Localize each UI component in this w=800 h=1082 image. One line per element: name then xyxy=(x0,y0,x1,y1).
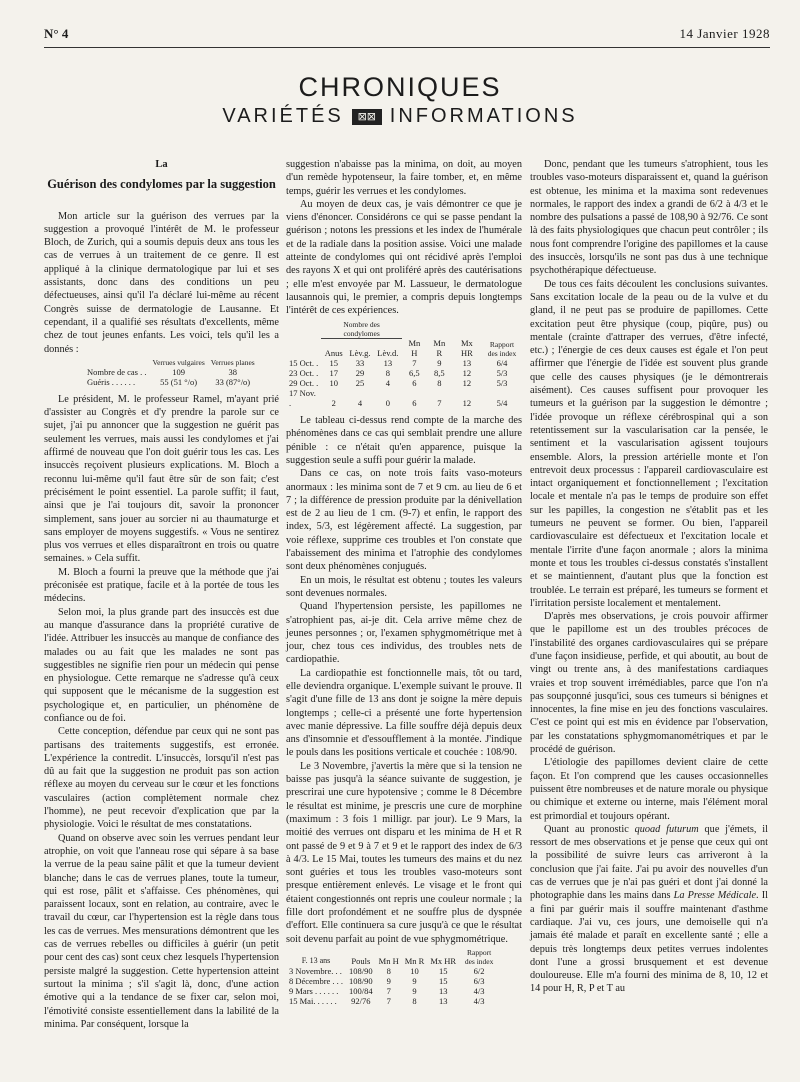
table-cell: 6 xyxy=(412,398,417,409)
table-cell: 6/2 xyxy=(473,965,485,976)
paragraph: Le 3 Novembre, j'avertis la mère que si la tension ne baisse pas jusqu'à la séance suivante de suggestion, je prescrirai une cure hypotensive ; comme le 8 Décembre le résultat est minime, je prescris une cure de morphine (maximum : 3 fois 1 milligr. par jour). Le 9 Mars, la moitié des verrues ont disparu et les minima de H et R ont passé de 9 et 9 à 7 et 9 et le rapport des index de 6/3 à 4/3. Le 15 Mai, toutes les tumeurs des mains et du nez sont guéries et tous les troubles vaso-moteurs sont presque entièrement enlevés. Le visage et le front qui étaient congestionnés ont repris une couleur normale ; la fille dort profondément et ne souffre plus de dyspnée d'effort. Elle continuera sa cure jusqu'à ce que le résultat soit devenu parfait au point de vue sphygmométrique. xyxy=(286,760,522,945)
table-row xyxy=(286,388,522,408)
table-cell: 29 Oct. . xyxy=(289,378,319,389)
table-header-row xyxy=(286,948,499,966)
table-cell: 108/90 xyxy=(349,965,373,976)
table-cell: 7 xyxy=(386,985,391,996)
table-cell: 3 Novembre. . . xyxy=(289,965,342,976)
table-cell: 7 xyxy=(386,995,391,1006)
table-cell: 6 xyxy=(412,378,417,389)
text-run: Quant au pronostic xyxy=(544,823,635,835)
table-cell: 0 xyxy=(385,398,390,409)
section-title: CHRONIQUES xyxy=(298,72,502,102)
header-rule xyxy=(44,47,770,48)
subtitle-right: INFORMATIONS xyxy=(389,105,578,127)
section-subtitle xyxy=(0,105,800,128)
paragraph: Au moyen de deux cas, je vais démontrer ce que je viens d'énoncer. Considérons ce qui se passe pendant la guérison ; notons les pressions et les index de l'humérale et de la radiale dans la position assise. Voici une malade atteinte de condylomes qui ont récidivé après l'emploi des rayons X et qui ont proliféré après des cautérisations ; elle m'est envoyée par M. Lassueur, le dermatologue lausannois qui, le premier, a compris depuis longtemps l'intérêt de ces expériences. xyxy=(286,198,522,317)
table-cell: 5/4 xyxy=(496,398,508,409)
paragraph: suggestion n'abaisse pas la minima, on doit, au moyen d'un remède hypotenseur, la faire tomber, et, en même temps, guérir les verrues et les condylomes. xyxy=(286,159,522,197)
table-cell: 9 Mars . . . . . . xyxy=(289,985,339,996)
table-cell: 5/3 xyxy=(496,378,508,389)
table-cell: 15 xyxy=(438,975,448,986)
table-header: Pouls xyxy=(351,955,371,966)
table-cell: 8,5 xyxy=(434,368,445,379)
table-header: Rapport des index xyxy=(464,947,494,966)
table-cell: 17 Nov. . xyxy=(289,388,316,409)
table-row xyxy=(286,976,499,986)
column-3 xyxy=(530,158,768,996)
table-cell: 38 xyxy=(228,366,237,377)
table-group-row xyxy=(286,320,522,339)
paragraph xyxy=(530,823,768,996)
article-title: Guérison des condylomes par la suggestion xyxy=(47,177,276,192)
ornament-icon: ⊠⊠ xyxy=(352,109,382,125)
paragraph: Quand on observe avec soin les verrues pendant leur atrophie, on voit que l'anneau rose qui sépare à sa base la verrue de la peau saine pâlit et que la tumeur devient blanche; dans le cas de verrues planes, toute la tumeur, qui est rose, pâlit et s'affaisse. Ces phénomènes, qui paraissent locaux, sont en relation, au contraire, avec le travail du cœur, car l'hypertension est la règle dans tous les cas de verrues. Mes mensurations démontrent que les cas de verrues rebelles ou difficiles à guérir (un petit pour cent des cas) sont ceux chez lesquels l'hypertension persiste malgré la suggestion. Cette hypertension atteint surtout la minima ; s'il s'agit là, donc, d'une action émotive qui a la tendance de se fixer car, selon moi, l'émotivité consiste essentiellement dans la labilité de la minima. Par conséquent, lorsque la xyxy=(44,832,279,1030)
table-cell: 33 (87°/o) xyxy=(215,376,251,387)
table-cell: 25 xyxy=(355,378,365,389)
paragraph: Selon moi, la plus grande part des insuccès est due au manque d'assurance dans la propriété curative de l'idée. Attribuer les insuccès au manque de confiance des malades ou au fait que les malades ne sont pas suggestibles ne signifie rien pour un médecin qui pense en physiologue. Cette remarque ne s'adresse qu'à ceux qui supposent que le mécanisme de la suggestion est psychologique et, en particulier, un phénomène de confiance ou de foi. xyxy=(44,606,279,724)
table-patient xyxy=(286,948,499,1006)
table-cell: 100/84 xyxy=(349,985,373,996)
table-header: Lèv.g. xyxy=(349,348,371,359)
table-cell: 9 xyxy=(437,358,442,369)
table-cell: 9 xyxy=(412,985,417,996)
issue-date: 14 Janvier 1928 xyxy=(679,26,770,41)
paragraph: La cardiopathie est fonctionnelle mais, tôt ou tard, elle deviendra organique. L'exemple suivant le prouve. Il s'agit d'une fille de 13 ans dont je soigne la mère depuis longtemps ; celle-ci a présenté une forte hypertension avec manie dépressive. La fille souffre déjà depuis deux ans d'insomnie et d'essoufflement à la montée. J'indique le pouls dans les positions verticale et couchée : 108/90. xyxy=(286,667,522,759)
table-cell: 8 Décembre . . . xyxy=(289,975,344,986)
table-cell: 13 xyxy=(383,358,393,369)
table-cell: 8 xyxy=(412,995,417,1006)
table-row xyxy=(286,986,499,996)
table-header: Mx HR xyxy=(430,955,457,966)
table-cell: Guéris . . . . . . xyxy=(87,376,136,387)
table-cell: Nombre de cas . . xyxy=(87,366,147,377)
table-cell: 5/3 xyxy=(496,368,508,379)
paragraph: Quand l'hypertension persiste, les papillomes ne s'atrophient pas, ai-je dit. Cela arrive même chez de jeunes personnes ; or, l'examen sphygmométrique met à jour, chez tous ces individus, des troubles nets de cardiopathie. xyxy=(286,601,522,666)
paragraph: De tous ces faits découlent les conclusions suivantes. Sans excitation locale de la peau ou de la vulve et du gland, il ne peut pas se produire de papillomes. Cette excitation peut être physique (coup, piqûre, pus) ou mentale (crainte d'attraper des verrues, d'être infecté, etc.) ; l'énergie de ces deux causes est égale et l'on peut affirmer que l'énergie de l'idée est souvent plus grande que celle des causes physiques (je le démontrerais aisément). Ces causes suffisent pour provoquer les tumeurs et la guérison par la suggestion le démontre ; l'idée provoque un réflexe cérébrospinal qui a son retentissement sur la vascularisation car la pensée, le sentiment et la vascularisation agissent toujours ensemble. Alors, la pression artérielle monte et l'on entrevoit deux processus : l'appareil cardiovasculaire est intact organiquement et fonctionnellement ; l'excitation locale et mentale n'a pas le temps de produire son effet sur les papilles, la congestion ne s'établit pas et les tumeurs ne peuvent se former. Ou bien, l'appareil cardiovasculaire est défectueux et l'excitation locale et mentale l'irrite d'une façon anormale ; alors la minima monte et tous les troubles ci-dessus constatés s'installent et se maintiennent, d'autant plus que la fonction est troublée. Le terrain est préparé, les tumeurs se forment et l'irritation persiste localement et mentalement. xyxy=(530,278,768,609)
table-cell: 8 xyxy=(437,378,442,389)
table-row xyxy=(286,368,522,378)
table-cell: 4/3 xyxy=(473,985,485,996)
table-row xyxy=(286,358,522,368)
table-cell: 23 Oct. . xyxy=(289,368,319,379)
table-condylomes xyxy=(286,320,522,409)
table-row xyxy=(84,377,258,387)
table-corner: F. 13 ans xyxy=(301,955,331,965)
table-cell: 17 xyxy=(329,368,338,379)
table-cell: 12 xyxy=(462,398,472,409)
table-header: Verrues vulgaires xyxy=(152,357,205,367)
table-cell: 13 xyxy=(462,358,472,369)
paragraph: Dans ce cas, on note trois faits vaso-moteurs anormaux : les minima sont de 7 et 9 cm. au lieu de 6 et 7 ; la différence de pression produite par la dénivellation est de 2 au lieu de 1 cm. (9-7) et enfin, le rapport des index, 5/3, est légèrement affecté. La suggestion, par voie réflexe, supprime ces troubles et l'on constate que l'abaissement des minima et l'atrophie des condylomes sont deux phénomènes conjugués. xyxy=(286,468,522,573)
table-cell: 6/4 xyxy=(496,358,508,369)
table-header: Lèv.d. xyxy=(377,348,399,359)
table-cell: 6/3 xyxy=(473,975,485,986)
table-row xyxy=(286,378,522,388)
paragraph: Donc, pendant que les tumeurs s'atrophient, tous les troubles vaso-moteurs disparaissent et, quand la guérison est obtenue, les minima et la maxima sont redevenues normales, le rapport des index a grandi de 6/2 à 4/3 et le nombre des pulsations a passé de 108,90 à 92/76. Ce sont là des faits physiologiques que chacun peut contrôler ; ils nous font comprendre l'origine des papillomes et la cause des insuccès, lorsqu'ils ne sont pas dus à une technique psychothérapique défectueuse. xyxy=(530,159,768,277)
table-cell: 15 xyxy=(438,965,448,976)
table-cell: 4 xyxy=(357,398,363,409)
table-cell: 109 xyxy=(172,366,185,377)
paragraph: L'étiologie des papillomes devient claire de cette façon. Et l'on comprend que les causes occasionnelles puissent être nombreuses et de nature morale ou physique ou chimique et externe ou interne, mais l'élément moral est primordial et toujours opérant. xyxy=(530,757,768,822)
table-cell: 15 xyxy=(329,358,338,369)
text-run: La Presse Médicale xyxy=(673,890,757,902)
table-cell: 7 xyxy=(412,358,417,369)
table-header: Mn R xyxy=(404,955,425,966)
table-cell: 92/76 xyxy=(351,995,371,1006)
table-cell: 33 xyxy=(355,358,365,369)
table-cell: 29 xyxy=(355,368,365,379)
text-run: que j'émets, il ressort de mes observations et je pense que ceux qui ont la possibilité de suivre leurs cas arriveront à la conclusion que j'ai faite. J'ai pu avoir des nouvelles d'un cas de verrues que je n'ai pas guéri et dont j'ai donné la photographie dans les mains dans xyxy=(530,823,768,902)
table-cell: 10 xyxy=(410,965,419,976)
table-cell: 2 xyxy=(331,398,336,409)
table-header: Mn H xyxy=(378,955,399,966)
paragraph: Le président, M. le professeur Ramel, m'ayant prié d'assister au Congrès et d'y prendre la parole sur ce sujet, j'ai pu annoncer que la suggestion ne guérit pas seulement les verrues, mais aussi les condylomes et j'ai affirmé de nouveau que l'on doit guérir tous les cas. Les insuccès reçoivent plusieurs explications. M. Bloch a reconnu lui-même qu'il faut être sûr de son fait; c'est précisément le point essentiel. La parole suffit; il faut, ainsi que je l'ai toujours dit, savoir la prononcer simplement, sans jouer au sorcier ni au thaumaturge et sans employer de moyens suggestifs. « Vous ne sentirez plus vos verrues et elles disparaîtront en trois ou quatre semaines. » Cela suffit. xyxy=(44,393,279,565)
column-2 xyxy=(286,158,522,1012)
table-row xyxy=(286,996,499,1006)
table-cell: 6,5 xyxy=(409,368,420,379)
table-cell: 15 Mai. . . . . . xyxy=(289,995,337,1006)
table-cell: 4 xyxy=(385,378,390,389)
table-header: Mx HR xyxy=(460,338,473,359)
table-row xyxy=(84,367,258,377)
paragraph: Mon article sur la guérison des verrues par la suggestion a provoqué l'intérêt de M. le professeur Bloch, de Zurich, qui a soumis depuis deux ans tous les cas de verrues à un traitement de ce genre. Il est appliqué à la clinique dermatologique par lui et ses assistants, donc dans des conditions un peu défectueuses, ainsi qu'il l'a déclaré lui-même au récent Congrès suisse de dermatologie de Lausanne. Et cependant, il a qualifié ses résultats d'excellents, même chez de tout jeunes enfants. Les voici, tels qu'il les a donnés : xyxy=(44,210,279,355)
table-header: Mn H xyxy=(408,338,421,359)
text-run: quoad futurum xyxy=(634,823,699,835)
table-row xyxy=(286,966,499,976)
table-cell: 9 xyxy=(412,975,417,986)
table-header: Verrues planes xyxy=(210,357,255,367)
table-cell: 12 xyxy=(462,368,472,379)
paragraph: Cette conception, défendue par ceux qui ne sont pas partisans des traitements suggestifs, est erronée. L'expérience la contredit. L'insuccès, lorsqu'il n'est pas dû au fait que la suggestion ne produit pas son action réflexe au moyen du cerveau sur le cœur et les fonctions vasculaires (action complètement normale chez l'homme), ne peut recevoir d'explication que par la physiologie. Voici le résultat de mes constatations. xyxy=(44,726,279,831)
article-kicker: La xyxy=(155,159,168,170)
subtitle-left: VARIÉTÉS xyxy=(222,105,344,127)
table-header: Anus xyxy=(324,348,343,359)
paragraph: En un mois, le résultat est obtenu ; toutes les valeurs sont devenues normales. xyxy=(286,574,522,599)
table-group-label: Nombre des condylomes xyxy=(321,320,401,339)
text-run: . Il a fini par guérir mais il souffre maintenant d'asthme cardiaque. J'ai vu, ces jours, une demoiselle qui n'a jamais été malade et paraît en excellente santé ; elle a depuis très longtemps deux petites verrues indolentes dont l'une a grossi brusquement et est devenue douloureuse. Elle m'a fourni des minima de 8, 10, 12 et 14 pour H, R, P et T au xyxy=(530,890,769,995)
table-cell: 55 (51 °/o) xyxy=(160,376,198,387)
table-cell: 8 xyxy=(385,368,390,379)
issue-number: N° 4 xyxy=(44,26,69,41)
table-header: Mn R xyxy=(433,338,446,359)
table-cell: 10 xyxy=(329,378,338,389)
table-cell: 12 xyxy=(462,378,472,389)
table-header: Rapport des index xyxy=(487,340,517,359)
table-warts xyxy=(84,358,258,387)
table-cell: 7 xyxy=(437,398,442,409)
table-header-row xyxy=(84,358,258,367)
table-cell: 13 xyxy=(438,985,448,996)
column-1 xyxy=(44,158,279,1031)
table-cell: 108/90 xyxy=(349,975,373,986)
paragraph: Le tableau ci-dessus rend compte de la marche des phénomènes dans ce cas qui semblait prendre une allure pénible : ce n'était qu'en apparence, puisque la suggestion seule a suffi pour guérir la malade. xyxy=(286,415,522,466)
table-header-row xyxy=(286,338,522,358)
table-cell: 15 Oct. . xyxy=(289,358,319,369)
table-cell: 9 xyxy=(386,975,391,986)
table-cell: 13 xyxy=(438,995,448,1006)
paragraph: M. Bloch a fourni la preuve que la méthode que j'ai préconisée est pratique, facile et à la portée de tous les médecins. xyxy=(44,566,279,605)
table-cell: 8 xyxy=(386,965,391,976)
table-cell: 4/3 xyxy=(473,995,485,1006)
paragraph: D'après mes observations, je crois pouvoir affirmer que le papillome est un des troubles précoces de l'instabilité des organes cardiovasculaires qui se prépare d'une façon insidieuse, perfide, et qui aboutit, au bout de vingt ou trente ans, à des manifestations cardiaques vraies et trop souvent irrémédiables, parce que l'on n'a pas soupçonné jusqu'ici, sous ces tumeurs si bénignes et innocentes, la fine mise en jeu des fonctions vasculaires. C'est ce point qui est mis en évidence par l'observation, par les constatations sphygmomanométriques et par le procédé de guérison. xyxy=(530,611,768,756)
